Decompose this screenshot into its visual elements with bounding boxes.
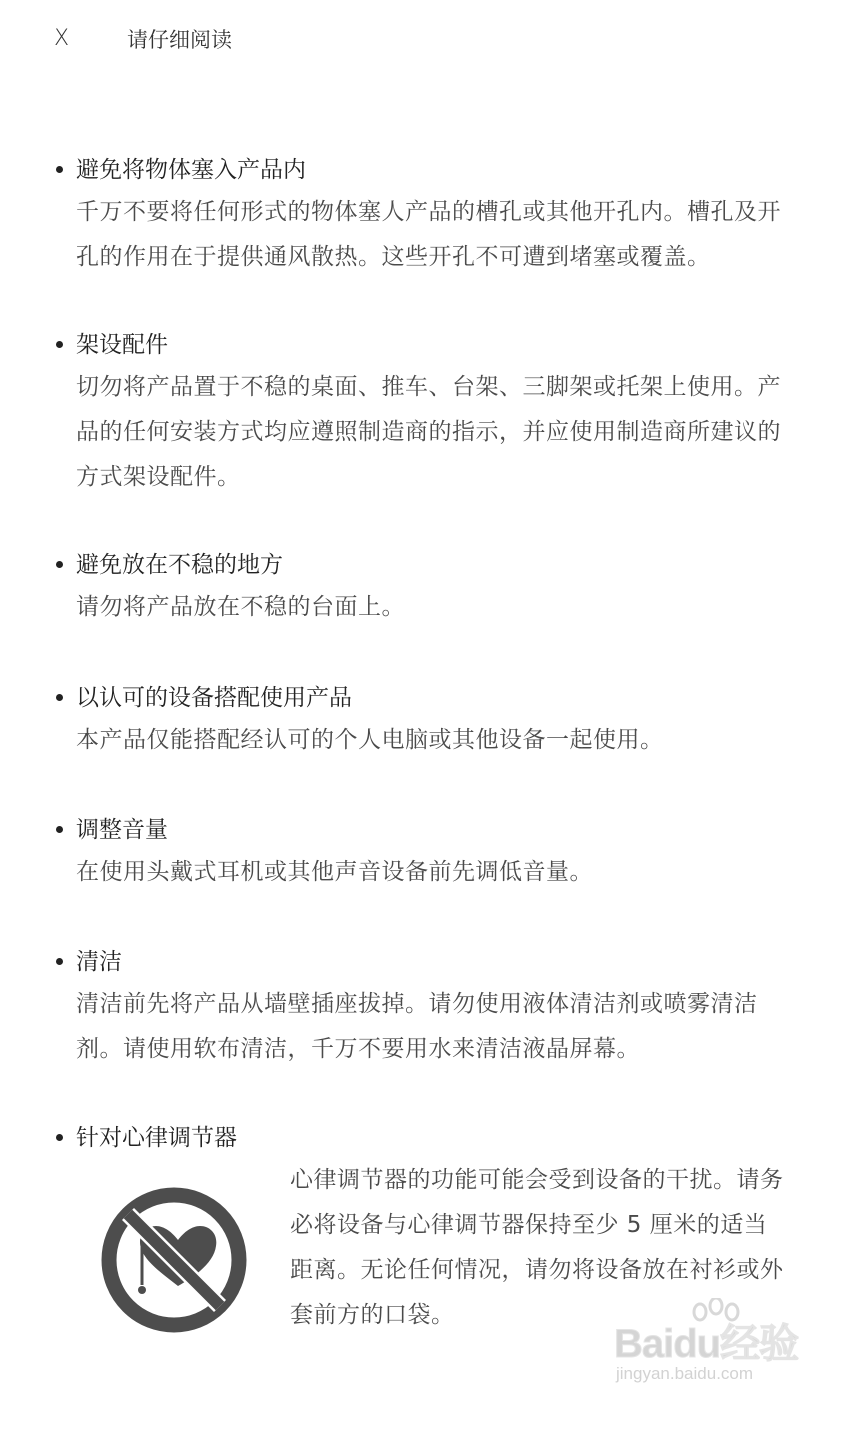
- body-line: 套前方的口袋。: [290, 1302, 455, 1328]
- section-foreign-objects: [52, 150, 804, 280]
- section-approved-devices: [52, 678, 804, 763]
- bullet-icon: [56, 694, 63, 701]
- section-volume: [52, 810, 804, 895]
- body-line: 方式架设配件。: [76, 464, 241, 490]
- section-heading: 避免将物体塞入产品内: [76, 157, 306, 183]
- top-bar: [0, 0, 862, 80]
- section-body: [76, 365, 804, 500]
- bullet-icon: [56, 341, 63, 348]
- section-body: [76, 982, 804, 1072]
- body-line: 距离。无论任何情况，请勿将设备放在衬衫或外: [290, 1257, 784, 1283]
- body-line: 剂。请使用软布清洁，千万不要用水来清洁液晶屏幕。: [76, 1036, 640, 1062]
- body-line: 千万不要将任何形式的物体塞人产品的槽孔或其他开孔内。槽孔及开: [76, 199, 781, 225]
- section-body: [76, 718, 804, 763]
- page-title: 请仔细阅读: [127, 28, 232, 52]
- section-mounting: [52, 325, 804, 500]
- baidu-watermark: [614, 1298, 814, 1398]
- body-line: 切勿将产品置于不稳的桌面、推车、台架、三脚架或托架上使用。产: [76, 374, 781, 400]
- section-cleaning: [52, 942, 804, 1072]
- section-unstable-place: [52, 545, 804, 630]
- bullet-icon: [56, 561, 63, 568]
- bullet-icon: [56, 166, 63, 173]
- body-line: 本产品仅能搭配经认可的个人电脑或其他设备一起使用。: [76, 727, 664, 753]
- section-body: [76, 585, 804, 630]
- watermark-logo: Baidu经验: [614, 1322, 799, 1366]
- bullet-icon: [56, 958, 63, 965]
- section-heading: 调整音量: [76, 817, 168, 843]
- section-heading: 针对心律调节器: [76, 1125, 237, 1151]
- bullet-icon: [56, 826, 63, 833]
- body-line: 清洁前先将产品从墙壁插座拔掉。请勿使用液体清洁剂或喷雾清洁: [76, 991, 758, 1017]
- body-line: 请勿将产品放在不稳的台面上。: [76, 594, 405, 620]
- watermark-url: jingyan.baidu.com: [616, 1364, 754, 1383]
- no-pacemaker-icon: [100, 1186, 248, 1334]
- section-heading: 避免放在不稳的地方: [76, 552, 283, 578]
- body-line: 孔的作用在于提供通风散热。这些开孔不可遭到堵塞或覆盖。: [76, 244, 711, 270]
- bullet-icon: [56, 1134, 63, 1141]
- close-button[interactable]: X: [54, 26, 70, 51]
- section-body: [76, 850, 804, 895]
- body-line: 必将设备与心律调节器保持至少 5 厘米的适当: [290, 1212, 768, 1238]
- section-heading: 以认可的设备搭配使用产品: [76, 685, 352, 711]
- body-line: 品的任何安装方式均应遵照制造商的指示，并应使用制造商所建议的: [76, 419, 781, 445]
- section-heading: 清洁: [76, 949, 122, 975]
- section-body: [76, 190, 804, 280]
- body-line: 在使用头戴式耳机或其他声音设备前先调低音量。: [76, 859, 593, 885]
- section-heading: 架设配件: [76, 332, 168, 358]
- body-line: 心律调节器的功能可能会受到设备的干扰。请务: [290, 1167, 784, 1193]
